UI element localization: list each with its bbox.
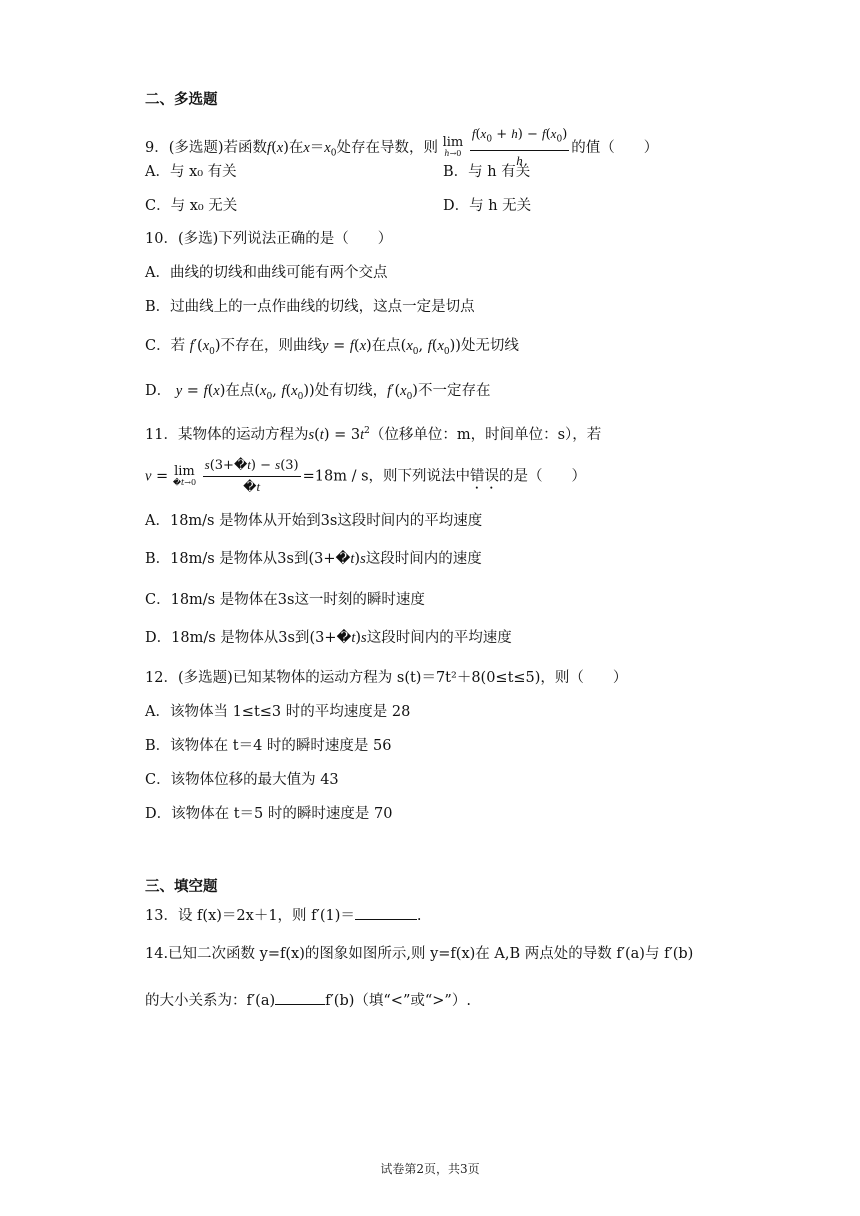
q9-option-b: B．与 h 有关 xyxy=(443,164,531,180)
q12-option-a: A．该物体当 1≤t≤3 时的平均速度是 28 xyxy=(145,704,411,720)
q11-b-post: 这段时间内的速度 xyxy=(365,551,482,567)
answer-blank[interactable] xyxy=(355,905,417,920)
q14-line2-pre: 的大小关系为：f′(a) xyxy=(145,993,276,1009)
question-14-line2 xyxy=(145,990,471,1011)
q11-stem2-post: ，则下列说法中 xyxy=(368,468,471,485)
q10-option-a: A．曲线的切线和曲线可能有两个交点 xyxy=(145,265,388,281)
question-10-stem: 10．(多选)下列说法正确的是（ ） xyxy=(145,231,393,247)
q10-c-mid2: 在点 xyxy=(371,338,401,354)
q11-emphasis-wrong: 错误 xyxy=(470,468,500,485)
q9-stem-d: 的值（ ） xyxy=(571,139,659,156)
question-12-stem: 12．(多选题)已知某物体的运动方程为 s(t)＝7t²＋8(0≤t≤5)，则（ ） xyxy=(145,670,628,686)
q9-stem-c: 处存在导数，则 xyxy=(336,139,438,156)
q10-c-pre: C．若 xyxy=(145,338,186,354)
question-11-formula: v = lim �t→0 $\frac{s(3+�t) - s(3)}{�t}$ =18m / s，则下列说法中错误的是（ ） xyxy=(145,455,586,498)
q11-stem1: 11．某物体的运动方程为 xyxy=(145,426,309,443)
limit-symbol: lim h→0 xyxy=(442,134,464,158)
q10-option-b: B．过曲线上的一点作曲线的切线，这点一定是切点 xyxy=(145,299,475,315)
question-9-stem: 9．(多选题)若函数f(x)在$x=x_0$处存在导数，则 lim h→0 $\frac{f(x_0 + h) - f(x_0)}{h}$ 的值（ ） xyxy=(145,124,658,172)
q11-option-c: C．18m/s 是物体在3s这一时刻的瞬时速度 xyxy=(145,592,425,608)
q11-b-pre: B．18m/s 是物体从3s到 xyxy=(145,551,309,567)
q12-option-b: B．该物体在 t＝4 时的瞬时速度是 56 xyxy=(145,738,392,754)
answer-blank[interactable] xyxy=(275,990,325,1005)
q9-option-d: D．与 h 无关 xyxy=(443,198,532,214)
q9-stem-a: 9．(多选题)若函数 xyxy=(145,139,268,156)
question-14-line1: 14.已知二次函数 y=f(x)的图象如图所示,则 y=f(x)在 A,B 两点处的导数 f′(a)与 f′(b) xyxy=(145,946,694,962)
question-11-stem: 11．某物体的运动方程为$s(t) = 3t^2$（位移单位：m，时间单位：s），若 xyxy=(145,426,602,443)
q9-option-a: A．与 x₀ 有关 xyxy=(145,164,237,180)
q12-option-c: C．该物体位移的最大值为 43 xyxy=(145,772,339,788)
q10-c-mid1: 不存在，则曲线 xyxy=(220,338,323,354)
question-13 xyxy=(145,905,421,926)
q9-stem-b: 在 xyxy=(288,139,304,156)
limit-symbol: lim �t→0 xyxy=(172,463,197,487)
q10-d-pre: D． xyxy=(145,383,172,399)
q11-d-post: 这段时间内的平均速度 xyxy=(366,630,512,646)
q13-pre: 13．设 f(x)＝2x＋1，则 f′(1)＝ xyxy=(145,908,355,924)
q12-option-d: D．该物体在 t＝5 时的瞬时速度是 70 xyxy=(145,806,393,822)
q10-d-mid1: 在点 xyxy=(225,383,255,399)
q11-option-a: A．18m/s 是物体从开始到3s这段时间内的平均速度 xyxy=(145,513,483,529)
section-heading-fill-in: 三、填空题 xyxy=(145,879,218,895)
q13-post: . xyxy=(416,908,422,924)
q11-fraction: $\frac{s(3+�t) - s(3)}{�t}$ xyxy=(204,457,299,495)
q9-option-c: C．与 x₀ 无关 xyxy=(145,198,238,214)
q11-option-b: B．18m/s 是物体从3s到(3+�t)s这段时间内的速度 xyxy=(145,551,482,567)
q9-fraction: $\frac{f(x_0 + h) - f(x_0)}{h}$ xyxy=(471,126,568,168)
q10-d-mid2: 处有切线， xyxy=(314,383,388,399)
q11-d-pre: D．18m/s 是物体从3s到 xyxy=(145,630,310,646)
section-heading-multiple-choice: 二、多选题 xyxy=(145,92,218,108)
q10-d-post: 不一定存在 xyxy=(417,383,491,399)
q10-c-post: 处无切线 xyxy=(460,338,519,354)
q11-stem2-end: 的是（ ） xyxy=(499,468,587,485)
page-footer: 试卷第2页，共3页 xyxy=(380,1162,480,1176)
q11-option-d: D．18m/s 是物体从3s到(3+�t)s这段时间内的平均速度 xyxy=(145,630,512,646)
q14-line2-post: f′(b)（填“<”或“>”）. xyxy=(325,993,471,1009)
q10-option-d: D． y = f(x)在点($x_0$, $f(x_0)$)处有切线，$f'(x_0)$不一定存在 xyxy=(145,383,491,402)
q11-stem1b: （位移单位：m，时间单位：s），若 xyxy=(369,426,602,443)
q10-option-c: C．若 $f'(x_0)$不存在，则曲线y = f(x)在点($x_0$, $f(x_0)$)处无切线 xyxy=(145,338,519,357)
